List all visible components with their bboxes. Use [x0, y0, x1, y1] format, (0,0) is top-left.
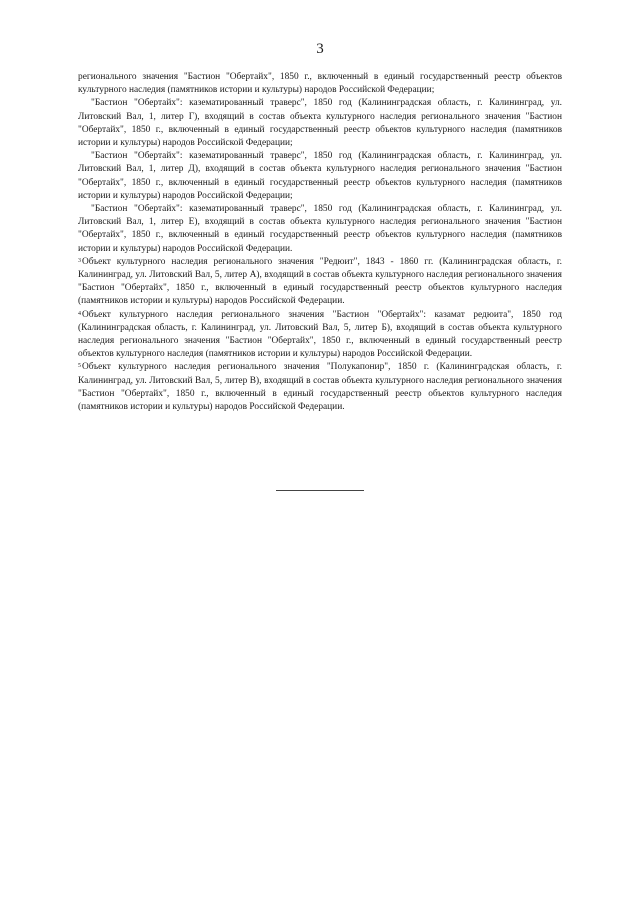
page-number: 3 — [316, 41, 324, 57]
footnote-text: Объект культурного наследия регионального значения "Бастион "Обертайх": казамат редюита", 1850 год (Калининградская область, г. Калининград, ул. Литовский Вал, 5, литер Б), входящий в состав объекта культурного наследия регионального значения "Бастион "Обертайх", 1850 г., включенный в единый государственный реестр объектов культурного наследия (памятников истории и культуры) народов Российской Федерации. — [78, 309, 562, 360]
paragraph-traverse-e — [78, 203, 562, 256]
paragraph-traverse-g — [78, 97, 562, 150]
paragraph-text: "Бастион "Обертайх": казематированный траверс", 1850 год (Калининградская область, г. Калининград, ул. Литовский Вал, 1, литер Е), входящий в состав объекта культурного наследия регионального значения "Бастион "Обертайх", 1850 г., включенный в единый государственный реестр объектов культурного наследия (памятников истории и культуры) народов Российской Федерации. — [78, 204, 562, 254]
footnote-text: Объект культурного наследия регионального значения "Полукапонир", 1850 г. (Калининградская область, г. Калининград, ул. Литовский Вал, 5, литер В), входящий в состав объекта культурного наследия регионального значения "Бастион "Обертайх", 1850 г., включенный в единый государственный реестр объектов культурного наследия (памятников истории и культуры) народов Российской Федерации. — [78, 362, 562, 413]
paragraph-text: регионального значения "Бастион "Обертайх", 1850 г., включенный в единый государственный реестр объектов культурного наследия (памятников истории и культуры) народов Российской Федерации; — [78, 72, 562, 96]
paragraph-text: "Бастион "Обертайх": казематированный траверс", 1850 год (Калининградская область, г. Калининград, ул. Литовский Вал, 1, литер Г), входящий в состав объекта культурного наследия регионального значения "Бастион "Обертайх", 1850 г., включенный в единый государственный реестр объектов культурного наследия (памятников истории и культуры) народов Российской Федерации; — [78, 98, 562, 149]
footnote-mark: 5 — [78, 363, 81, 370]
footnote-3 — [78, 256, 562, 309]
footnote-4 — [78, 309, 562, 362]
footnote-mark: 3 — [78, 257, 81, 264]
paragraph-traverse-d — [78, 150, 562, 203]
footnote-mark: 4 — [78, 310, 81, 317]
document-body — [78, 71, 562, 414]
footnote-5 — [78, 361, 562, 414]
paragraph-text: "Бастион "Обертайх": казематированный траверс", 1850 год (Калининградская область, г. Калининград, ул. Литовский Вал, 1, литер Д), входящий в состав объекта культурного наследия регионального значения "Бастион "Обертайх", 1850 г., включенный в единый государственный реестр объектов культурного наследия (памятников истории и культуры) народов Российской Федерации; — [78, 151, 562, 201]
end-separator-line — [276, 490, 364, 491]
footnote-text: Объект культурного наследия регионального значения "Редюит", 1843 - 1860 гг. (Калининградская область, г. Калининград, ул. Литовский Вал, 5, литер А), входящий в состав объекта культурного наследия регионального значения "Бастион "Обертайх", 1850 г., включенный в единый государственный реестр объектов культурного наследия (памятников истории и культуры) народов Российской Федерации. — [78, 256, 562, 307]
paragraph-continuation — [78, 71, 562, 97]
